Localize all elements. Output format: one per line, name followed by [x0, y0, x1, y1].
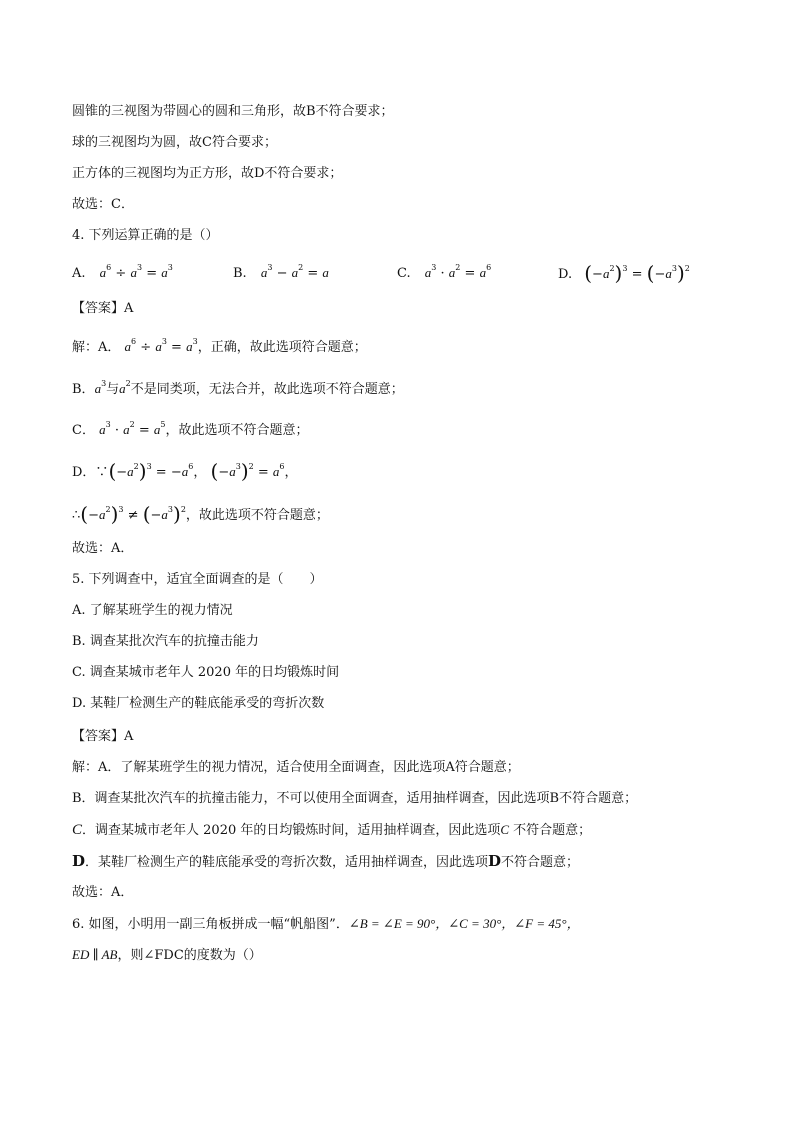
- solution-4e: $\therefore(-a^2)^3 \ne (-a^3)^2$，故此选项不符合题意；: [72, 502, 329, 526]
- solution-4a: 解：A． $a^6 \div a^3 = a^3$，正确，故此选项符合题意；: [72, 337, 367, 355]
- option-4b: B. $a^3 - a^2 = a$: [233, 263, 329, 281]
- solution-4c: C． $a^3 \cdot a^2 = a^5$，故此选项不符合题意；: [72, 420, 309, 438]
- question-6-line1: 6. 如图，小明用一副三角板拼成一幅“帆船图”．∠B = ∠E = 90°，∠C = 30°，∠F = 45°，: [72, 916, 580, 932]
- choice-4: 故选：A．: [72, 541, 134, 556]
- solution-4b: B．$a^3$与$a^2$不是同类项，无法合并，故此选项不符合题意；: [72, 379, 404, 397]
- option-5a: A. 了解某班学生的视力情况: [72, 603, 233, 618]
- solution-5a: 解：A．了解某班学生的视力情况，适合使用全面调查，因此选项A符合题意；: [72, 760, 520, 775]
- option-4a: A. $a^6 \div a^3 = a^3$: [72, 263, 173, 281]
- option-4d: D. $(-a^2)^3 = (-a^3)^2$: [558, 261, 690, 285]
- choice-5: 故选：A．: [72, 885, 134, 900]
- answer-4: 【答案】A: [72, 301, 134, 316]
- text-line: 球的三视图均为圆，故C符合要求；: [72, 135, 277, 150]
- question-4: 4. 下列运算正确的是（）: [72, 228, 219, 243]
- question-6-line2: ED ∥ AB，则∠FDC的度数为（）: [72, 947, 262, 963]
- solution-4d: D．$\because(-a^2)^3 = -a^6$， $(-a^3)^2 = a^6$，: [72, 459, 298, 483]
- option-5d: D. 某鞋厂检测生产的鞋底能承受的弯折次数: [72, 696, 325, 711]
- text-line: 圆锥的三视图为带圆心的圆和三角形，故B不符合要求；: [72, 104, 394, 119]
- text-line: 故选：C．: [72, 197, 134, 212]
- question-5: 5. 下列调查中，适宜全面调查的是（ ）: [72, 572, 323, 587]
- solution-5c: C．调查某城市老年人 2020 年的日均锻炼时间，适用抽样调查，因此选项C 不符合题意；: [72, 822, 592, 838]
- answer-5: 【答案】A: [72, 729, 134, 744]
- option-5b: B. 调查某批次汽车的抗撞击能力: [72, 634, 259, 649]
- solution-5d: D．某鞋厂检测生产的鞋底能承受的弯折次数，适用抽样调查，因此选项D不符合题意；: [72, 852, 580, 870]
- option-4c: C. $a^3 \cdot a^2 = a^6$: [397, 263, 492, 281]
- option-5c: C. 调查某城市老年人 2020 年的日均锻炼时间: [72, 665, 340, 680]
- solution-5b: B．调查某批次汽车的抗撞击能力，不可以使用全面调查，适用抽样调查，因此选项B不符合题意；: [72, 791, 638, 806]
- text-line: 正方体的三视图均为正方形，故D不符合要求；: [72, 166, 343, 181]
